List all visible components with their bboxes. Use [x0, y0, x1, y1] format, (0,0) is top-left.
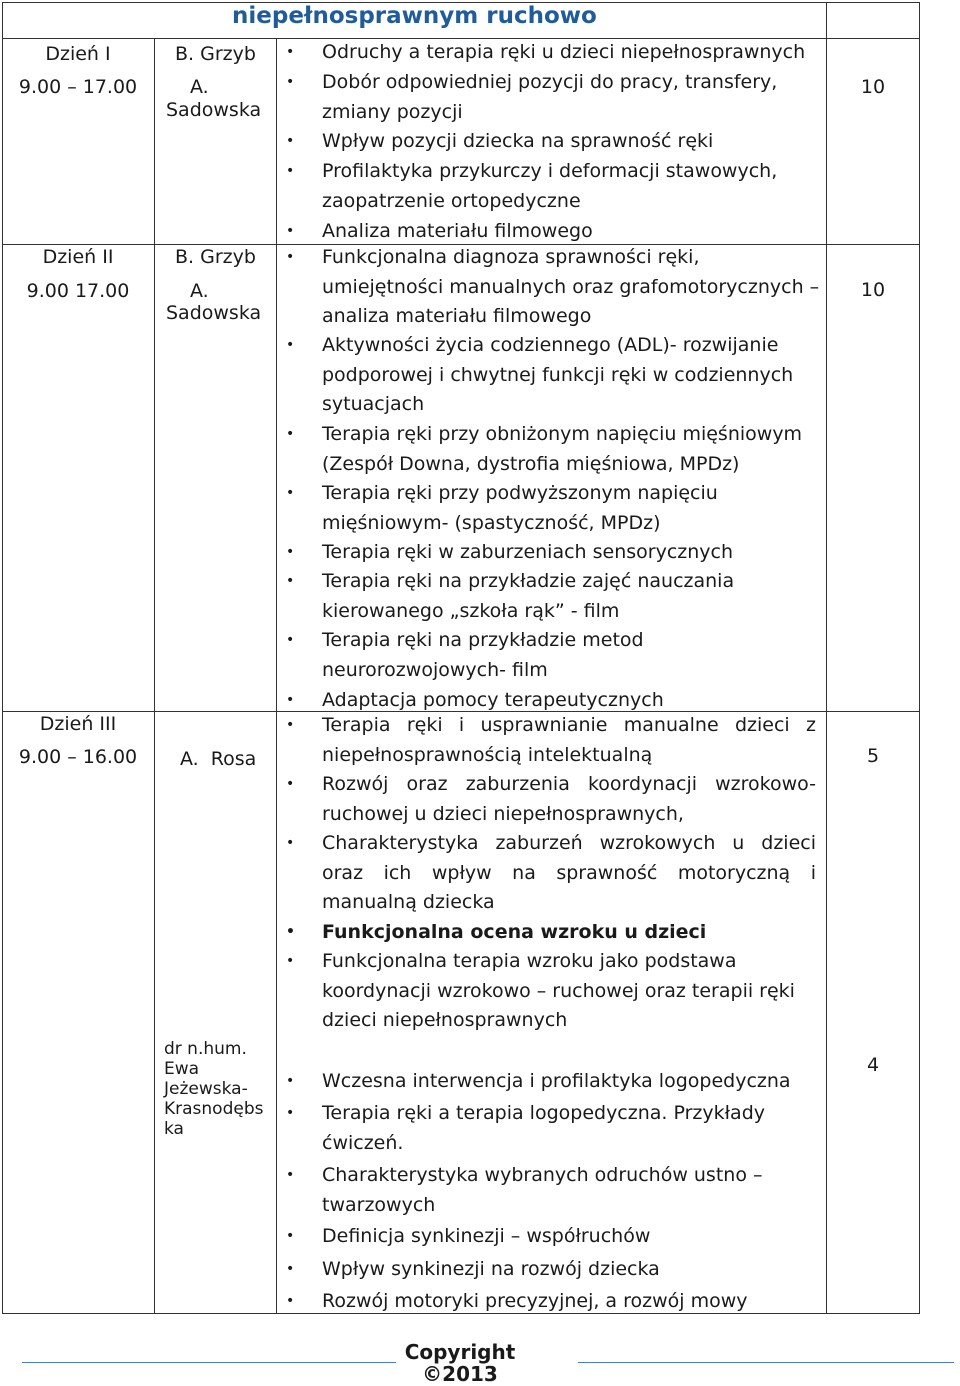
day-time: 9.00 – 16.00	[18, 746, 138, 768]
topic-item: • Terapia ręki i usprawnianie manualne dzieci z niepełnosprawnością intelektualną	[322, 711, 816, 770]
day-time: 9.00 17.00	[26, 280, 130, 302]
day-label: Dzień I	[45, 43, 111, 65]
teacher-name: B. Grzyb	[175, 246, 256, 268]
topic-item: • Terapia ręki w zaburzeniach sensorycznych	[322, 538, 816, 568]
day-label: Dzień III	[39, 713, 117, 735]
hours-count: 10	[860, 279, 886, 301]
topic-item: • Charakterystyka zaburzeń wzrokowych u dzieci oraz ich wpływ na sprawność motoryczną i manualną dziecka	[322, 829, 816, 918]
table-border-right	[919, 2, 920, 1314]
topic-item: • Wpływ pozycji dziecka na sprawność ręki	[322, 127, 816, 157]
topic-item: • Adaptacja pomocy terapeutycznych	[322, 686, 816, 716]
topic-item: • Terapia ręki przy podwyższonym napięciu mięśniowym- (spastyczność, MPDz)	[322, 479, 742, 538]
col-divider	[826, 2, 827, 1314]
topic-item: • Definicja synkinezji – współruchów	[322, 1222, 816, 1252]
teacher-name: B. Grzyb	[175, 43, 256, 65]
teacher-name: A.	[190, 280, 209, 302]
topic-item: • Rozwój motoryki precyzyjnej, a rozwój mowy	[322, 1287, 816, 1317]
topic-item: • Terapia ręki a terapia logopedyczna. Przykłady ćwiczeń.	[322, 1099, 792, 1158]
topic-item: • Rozwój oraz zaburzenia koordynacji wzrokowo-ruchowej u dzieci niepełnosprawnych,	[322, 770, 816, 829]
teacher-name: dr n.hum. Ewa Jeżewska-Krasnodębs ka	[164, 1039, 264, 1139]
topic-item: • Funkcjonalna ocena wzroku u dzieci	[322, 918, 816, 948]
col-divider	[276, 38, 277, 1314]
footer-rule-right	[578, 1362, 954, 1363]
topic-item: • Dobór odpowiedniej pozycji do pracy, transfery, zmiany pozycji	[322, 68, 792, 127]
topic-item: • Analiza materiału filmowego	[322, 217, 816, 247]
topic-item: • Funkcjonalna terapia wzroku jako podstawa koordynacji wzrokowo – ruchowej oraz terapii ręki dzieci niepełnosprawnych	[322, 947, 812, 1036]
topic-item: • Terapia ręki na przykładzie metod neurorozwojowych- film	[322, 626, 682, 685]
teacher-name: Sadowska	[166, 99, 262, 121]
topic-item: • Charakterystyka wybranych odruchów ustno – twarzowych	[322, 1161, 792, 1220]
teacher-name: A.	[190, 76, 209, 98]
topic-item: • Wpływ synkinezji na rozwój dziecka	[322, 1255, 816, 1285]
hours-count: 5	[866, 745, 880, 767]
topic-item: • Terapia ręki przy obniżonym napięciu mięśniowym (Zespół Downa, dystrofia mięśniowa, MPDz)	[322, 420, 822, 479]
topic-item: • Terapia ręki na przykładzie zajęć nauczania kierowanego „szkoła rąk” - film	[322, 567, 762, 626]
hours-count: 4	[866, 1054, 880, 1076]
table-border-left	[2, 2, 3, 1314]
topic-item: • Funkcjonalna diagnoza sprawności ręki, umiejętności manualnych oraz grafomotorycznych – analiza materiału filmowego	[322, 243, 822, 332]
footer-rule-left	[22, 1362, 396, 1363]
topic-item: • Odruchy a terapia ręki u dzieci niepełnosprawnych	[322, 38, 816, 68]
topic-item: • Profilaktyka przykurczy i deformacji stawowych, zaopatrzenie ortopedyczne	[322, 157, 792, 216]
copyright-notice	[360, 1341, 560, 1385]
topic-item: • Wczesna interwencja i profilaktyka logopedyczna	[322, 1067, 816, 1097]
hours-count: 10	[860, 76, 886, 98]
teacher-name: Sadowska	[166, 302, 262, 324]
col-divider	[154, 38, 155, 1314]
copyright-year: ©2013	[422, 1362, 498, 1386]
day-label: Dzień II	[42, 246, 114, 268]
topic-item: • Aktywności życia codziennego (ADL)- rozwijanie podporowej i chwytnej funkcji ręki w codziennych sytuacjach	[322, 331, 802, 420]
teacher-name: A. Rosa	[180, 748, 257, 770]
copyright-label: Copyright	[404, 1340, 516, 1364]
table-title: niepełnosprawnym ruchowo	[232, 3, 597, 29]
day-time: 9.00 – 17.00	[18, 76, 138, 98]
